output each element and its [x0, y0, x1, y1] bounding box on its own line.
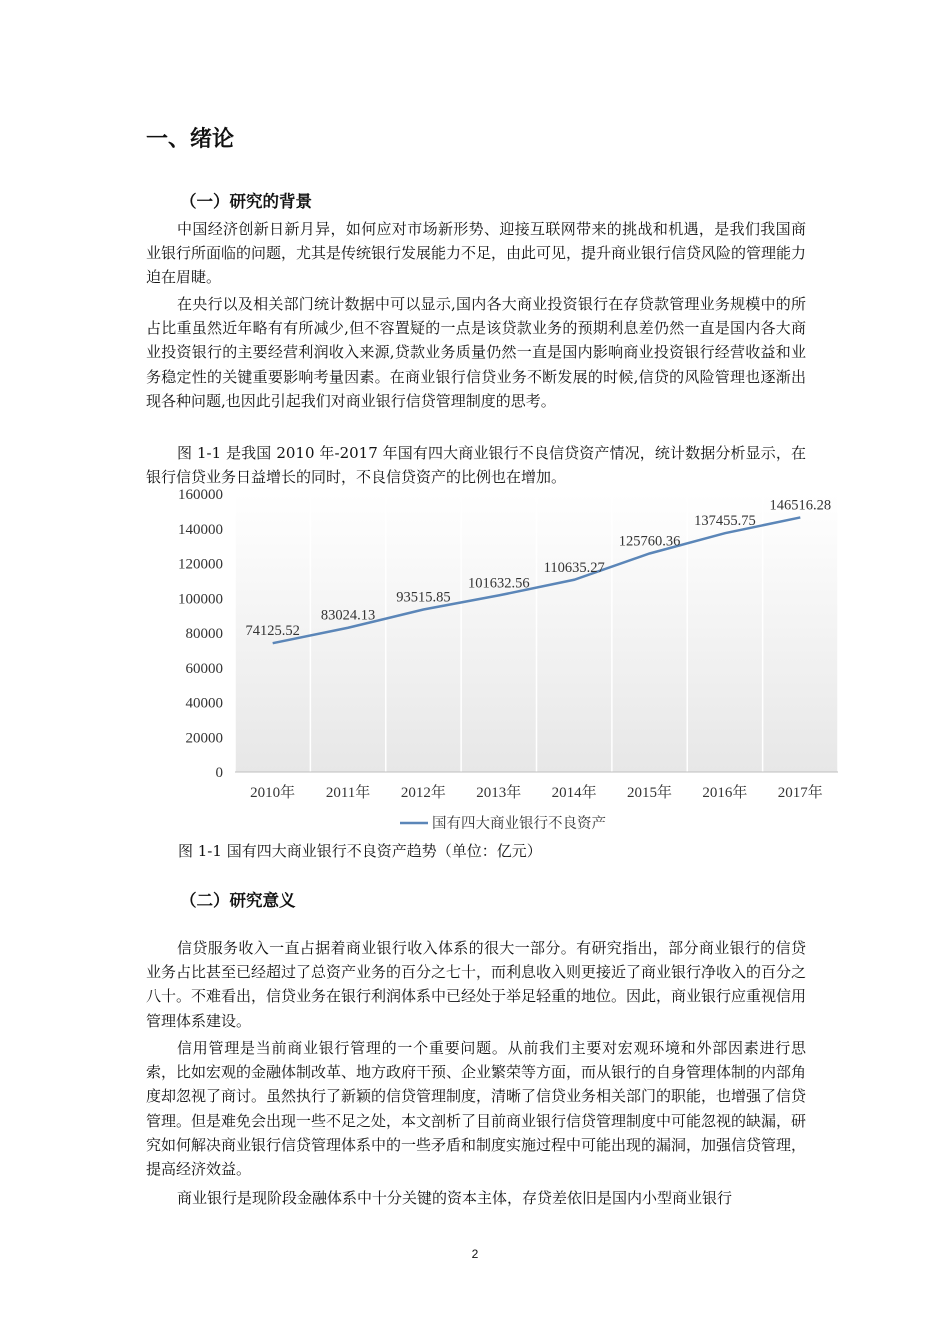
figure-caption: 图 1-1 国有四大商业银行不良资产趋势（单位：亿元） [178, 842, 542, 860]
data-label: 83024.13 [320, 607, 376, 624]
y-tick-label: 120000 [178, 556, 223, 573]
data-label: 93515.85 [396, 589, 451, 606]
paragraph: 信用管理是当前商业银行管理的一个重要问题。从前我们主要对宏观环境和外部因素进行思索，比如宏观的金融体制改革、地方政府干预、企业繁荣等方面，而从银行的自身管理体制的内部角度却忽视了商讨。虽然执行了新颖的信贷管理制度，清晰了信贷业务相关部门的职能，也增强了信贷管理。但是难免会出现一些不足之处，本文剖析了目前商业银行信贷管理制度中可能忽视的缺漏，研究如何解决商业银行信贷管理体系中的一些矛盾和制度实施过程中可能出现的漏洞，加强信贷管理，提高经济效益。 [146, 1039, 807, 1179]
x-tick-label: 2010年 [250, 785, 296, 801]
y-tick-label: 20000 [185, 730, 223, 747]
data-label: 101632.56 [468, 575, 530, 592]
x-tick-label: 2016年 [702, 785, 748, 801]
x-tick-label: 2017年 [777, 785, 823, 801]
y-tick-label: 160000 [178, 487, 223, 503]
data-label: 74125.52 [245, 623, 300, 640]
y-tick-label: 40000 [185, 695, 223, 712]
paragraph: 信贷服务收入一直占据着商业银行收入体系的很大一部分。有研究指出，部分商业银行的信贷业务占比甚至已经超过了总资产业务的百分之七十，而利息收入则更接近了商业银行净收入的百分之八十。不难看出，信贷业务在银行利润体系中已经处于举足轻重的地位。因此，商业银行应重视信用管理体系建设。 [146, 939, 807, 1030]
paragraph: 商业银行是现阶段金融体系中十分关键的资本主体，存贷差依旧是国内小型商业银行 [177, 1189, 733, 1207]
paragraph: 中国经济创新日新月异，如何应对市场新形势、迎接互联网带来的挑战和机遇，是我们我国商业银行所面临的问题，尤其是传统银行发展能力不足，由此可见，提升商业银行信贷风险的管理能力迫在眉睫。 [146, 220, 807, 287]
chapter-heading: 一、绪论 [146, 127, 235, 152]
y-tick-label: 80000 [185, 626, 223, 642]
x-tick-label: 2011年 [325, 785, 371, 801]
y-tick-label: 100000 [178, 591, 223, 608]
x-tick-label: 2013年 [476, 785, 522, 801]
data-label: 137455.75 [694, 513, 756, 530]
figure-intro-paragraph: 图 1-1 是我国 2010 年-2017 年国有四大商业银行不良信贷资产情况，统计数据分析显示，在银行信贷业务日益增长的同时，不良信贷资产的比例也在增加。 [146, 444, 806, 487]
y-tick-label: 0 [215, 765, 223, 781]
x-tick-label: 2015年 [627, 785, 673, 801]
data-label: 110635.27 [543, 559, 605, 576]
section-title-background: （一）研究的背景 [180, 192, 312, 211]
line-chart [160, 482, 850, 842]
x-tick-label: 2014年 [551, 785, 597, 801]
y-tick-label: 140000 [178, 521, 223, 538]
data-label: 125760.36 [618, 533, 681, 550]
y-tick-label: 60000 [185, 660, 223, 677]
page-number: 2 [471, 1247, 479, 1261]
paragraph: 在央行以及相关部门统计数据中可以显示,国内各大商业投资银行在存贷款管理业务规模中的所占比重虽然近年略有有所减少,但不容置疑的一点是该贷款业务的预期利息差仍然一直是国内各大商业投资银行的主要经营利润收入来源,贷款业务质量仍然一直是国内影响商业投资银行经营收益和业务稳定性的关键重要影响考量因素。在商业银行信贷业务不断发展的时候,信贷的风险管理也逐渐出现各种问题,也因此引起我们对商业银行信贷管理制度的思考。 [146, 295, 806, 410]
legend-label: 国有四大商业银行不良资产 [432, 816, 606, 832]
section-title-significance: （二）研究意义 [180, 891, 296, 910]
data-label: 146516.28 [769, 497, 832, 514]
x-tick-label: 2012年 [400, 785, 446, 801]
